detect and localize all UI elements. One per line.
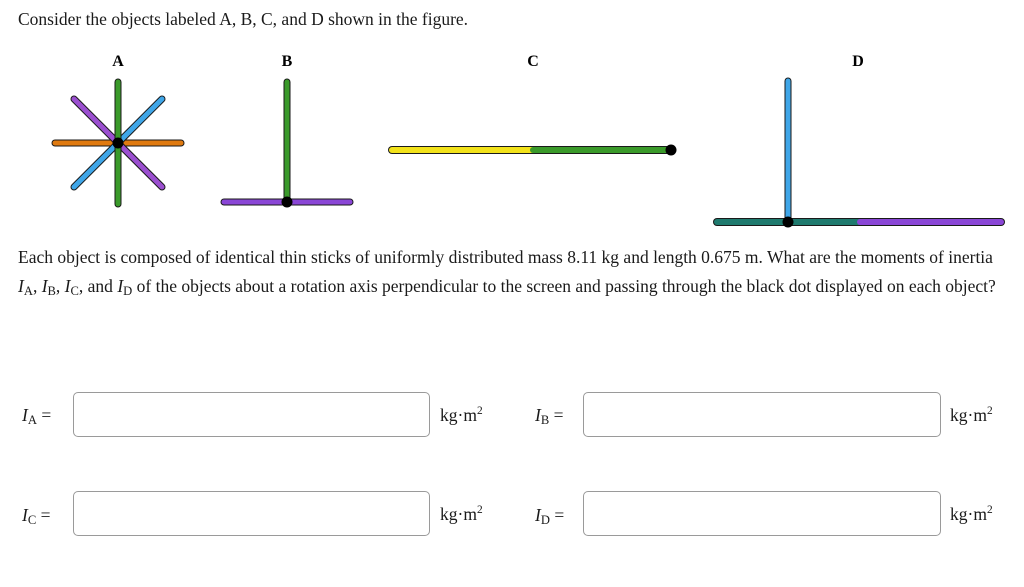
stick-blue-upper: [118, 99, 162, 143]
label-d: D: [852, 53, 864, 70]
answer-input-id[interactable]: [583, 491, 941, 536]
object-c: [392, 145, 677, 156]
label-id: $I_D$ =: [535, 505, 565, 528]
pivot-dot-c: [666, 145, 677, 156]
label-c: C: [527, 53, 539, 70]
label-b: B: [281, 53, 293, 70]
label-a: A: [112, 53, 124, 70]
question-intro: Consider the objects labeled A, B, C, and D shown in the figure.: [18, 9, 469, 29]
unit-ib: $kg\cdot m^2$: [950, 405, 993, 425]
label-ia: $I_A$ =: [22, 405, 52, 428]
answer-input-ic[interactable]: [73, 491, 430, 536]
problem-paragraph: Each object is composed of identical thin sticks of uniformly distributed mass 8.11 kg and length 0.675 m. What are the moments of inertia $I_A$, $I_B$, $I_C$, and $I_D$ of the objects about a rotation axis perpendicular to the screen and passing through the black dot displayed on each object?: [18, 247, 996, 299]
symbol-ib: $I_B$: [41, 276, 56, 299]
unit-ia: $kg\cdot m^2$: [440, 405, 483, 425]
object-b: [224, 82, 350, 208]
symbol-ia: $I_A$: [18, 276, 33, 299]
symbol-ic: $I_C$: [64, 276, 79, 299]
answer-input-ib[interactable]: [583, 392, 941, 437]
unit-ic: $kg\cdot m^2$: [440, 504, 483, 524]
answer-input-ia[interactable]: [73, 392, 430, 437]
symbol-id: $I_D$: [117, 276, 133, 299]
label-ic: $I_C$ =: [22, 505, 51, 528]
stick-blue-lower: [74, 143, 118, 187]
unit-id: $kg\cdot m^2$: [950, 504, 993, 524]
object-a: [55, 82, 181, 204]
stick-purple-upper: [74, 99, 118, 143]
paragraph-text-2: of the objects about a rotation axis perpendicular to the screen and passing through the black dot displayed on each object?: [132, 276, 996, 296]
pivot-dot-d: [783, 217, 794, 228]
pivot-dot-b: [282, 197, 293, 208]
pivot-dot-a: [113, 138, 124, 149]
paragraph-text-1: Each object is composed of identical thin sticks of uniformly distributed mass 8.11 kg and length 0.675 m. What are the moments of inertia: [18, 247, 993, 267]
label-ib: $I_B$ =: [535, 405, 564, 428]
object-d: [717, 81, 1001, 228]
stick-purple-lower: [118, 143, 162, 187]
objects-figure: [0, 40, 1024, 240]
